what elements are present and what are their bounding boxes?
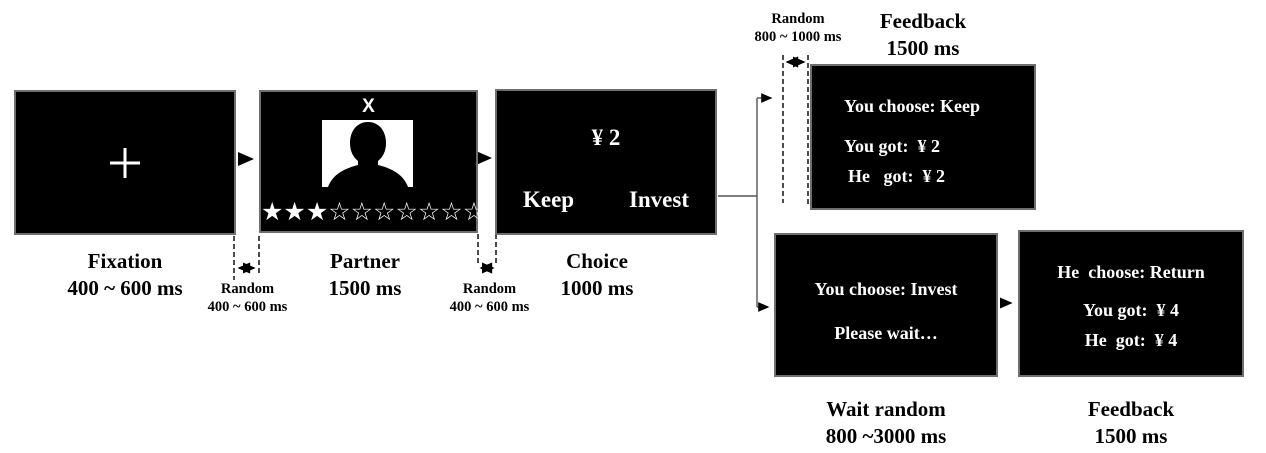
- wait-line2: Please wait…: [834, 323, 938, 343]
- wait-label-name: Wait random: [826, 397, 946, 421]
- partner-label-duration: 1500 ms: [328, 276, 402, 300]
- partner-silhouette-icon: [322, 120, 413, 187]
- gap3-label: Random: [771, 11, 825, 27]
- choice-label: [487, 248, 707, 302]
- fixation-label-duration: 400 ~ 600 ms: [67, 276, 183, 300]
- feedback-invest-label-name: Feedback: [1087, 397, 1175, 421]
- feedback-keep-heading: [845, 8, 1001, 62]
- fixation-cross-icon: [110, 148, 140, 178]
- choice-option-invest: Invest: [628, 187, 689, 212]
- branch-connector: [718, 98, 771, 307]
- fixation-screen: [14, 90, 236, 235]
- feedback-invest-line3: He got: ¥ 4: [1084, 330, 1178, 350]
- partner-screen: [259, 90, 486, 233]
- gap1-label: Random: [220, 281, 275, 297]
- wait-label-duration: 800 ~3000 ms: [825, 424, 947, 448]
- partner-x-mark: X: [362, 96, 375, 117]
- gap2-label: Random: [462, 281, 517, 297]
- choice-label-duration: 1000 ms: [560, 276, 634, 300]
- feedback-keep-line2: You got: ¥ 2: [844, 136, 941, 156]
- feedback-invest-line1: He choose: Return: [1057, 262, 1205, 282]
- choice-label-name: Choice: [566, 249, 628, 273]
- feedback-keep-line3: He got: ¥ 2: [848, 166, 945, 186]
- interval-ticks-gap3: [783, 55, 808, 205]
- fixation-label-name: Fixation: [87, 249, 163, 273]
- gap1-duration: 400 ~ 600 ms: [207, 299, 288, 315]
- feedback-invest-label: [1020, 396, 1242, 450]
- gap3-duration: 800 ~ 1000 ms: [754, 29, 842, 45]
- gap2-duration: 400 ~ 600 ms: [449, 299, 530, 315]
- feedback-invest-line2: You got: ¥ 4: [1082, 300, 1179, 320]
- partner-rating-stars: ★★★☆☆☆☆☆☆☆: [261, 197, 486, 226]
- feedback-keep-heading-name: Feedback: [879, 9, 967, 33]
- choice-screen: [495, 89, 717, 235]
- wait-label: [776, 396, 996, 450]
- partner-label-name: Partner: [330, 249, 400, 273]
- wait-line1: You choose: Invest: [814, 279, 958, 299]
- partner-photo: [322, 120, 413, 187]
- feedback-keep-heading-duration: 1500 ms: [886, 36, 960, 60]
- choice-amount: ¥ 2: [591, 125, 621, 150]
- feedback-invest-label-duration: 1500 ms: [1094, 424, 1168, 448]
- feedback-invest-screen: [1018, 230, 1244, 377]
- wait-screen: [774, 233, 998, 377]
- choice-option-keep: Keep: [523, 187, 575, 212]
- feedback-keep-screen: [810, 64, 1036, 210]
- feedback-keep-line1: You choose: Keep: [844, 96, 980, 116]
